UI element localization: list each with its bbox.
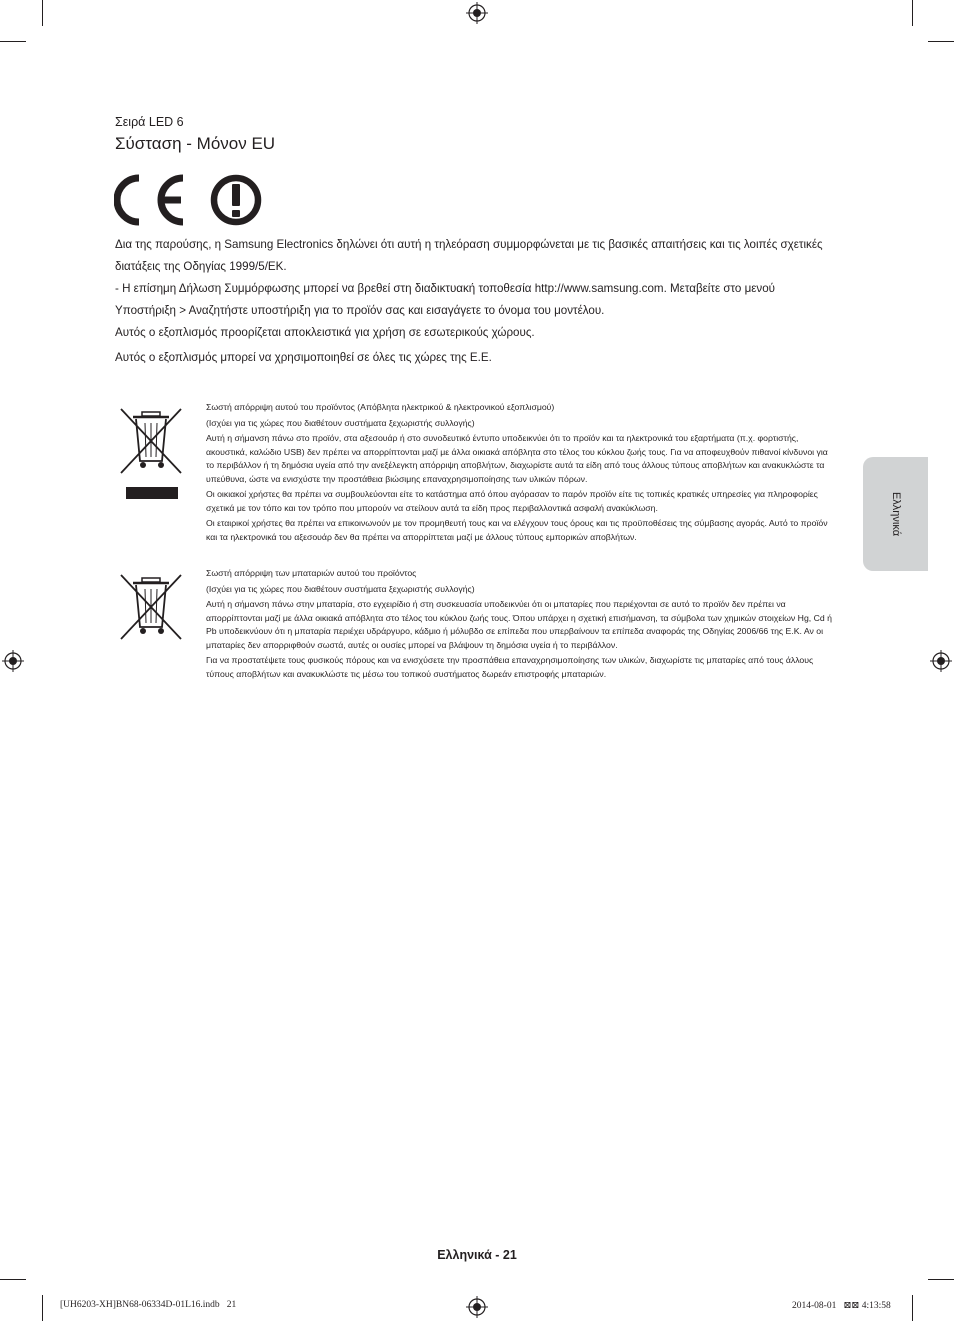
eu-use-paragraph: Αυτός ο εξοπλισμός μπορεί να χρησιμοποιηθεί σε όλες τις χώρες της Ε.Ε. bbox=[115, 351, 492, 364]
battery-text-2: Για να προστατέψετε τους φυσικούς πόρους και να ενισχύσετε την προσπάθεια επαναχρησιμοποίησης των υλικών, διαχωρίστε τις μπαταρίες από τους άλλους τύπους αποβλήτων και ανακυκλώστε τις μέσω του τοπικού συστήματος δωρεάν επιστροφής μπαταριών. bbox=[206, 655, 814, 679]
crop-mark-top-right-h bbox=[928, 41, 954, 42]
language-side-tab bbox=[863, 457, 928, 571]
crop-mark-top-left bbox=[42, 0, 43, 26]
page-number: Ελληνικά - 21 bbox=[437, 1248, 517, 1262]
weee-heading: Σωστή απόρριψη αυτού του προϊόντος (Απόβλητα ηλεκτρικού & ηλεκτρονικού εξοπλισμού) bbox=[206, 402, 555, 412]
battery-text-1: Αυτή η σήμανση πάνω στην μπαταρία, στο εγχειρίδιο ή στη συσκευασία υποδεικνύει ότι οι μπαταρίες που περιέχονται σε αυτό το προϊόν δεν πρέπει να απορρίπτονται μαζί με άλλα οικιακά απόβλητα στο τέλος του κύκλου ζωής τους. Όπου υπάρχει η σχετική επισήμανση, τα σύμβολα των χημικών στοιχείων Hg, Cd ή Pb υποδεικνύουν ότι η μπαταρία περιέχει υδράργυρο, κάδμιο ή μόλυβδο σε επίπεδα που υπερβαίνουν τα επίπεδα αναφοράς της Οδηγίας 2006/66 της Ε.Κ. Αν οι μπαταρίες δεν απορριφθούν σωστά, αυτές οι ουσίες μπορεί να βλάψουν τη δημόσια υγεία ή το περιβάλλον. bbox=[206, 599, 832, 650]
registration-mark-icon bbox=[930, 650, 952, 672]
indoor-use-paragraph: Αυτός ο εξοπλισμός προορίζεται αποκλειστικά για χρήση σε εσωτερικούς χώρους. bbox=[115, 326, 535, 339]
crop-mark-bottom-left-h bbox=[0, 1279, 26, 1280]
crossed-bin-icon bbox=[117, 405, 185, 477]
print-timestamp: 2014-08-01 ⊠⊠ 4:13:58 bbox=[792, 1301, 891, 1311]
weee-section bbox=[206, 401, 836, 546]
ce-mark-icon bbox=[114, 174, 188, 226]
declaration-paragraph: Δια της παρούσης, η Samsung Electronics δηλώνει ότι αυτή η τηλεόραση συμμορφώνεται με τις βασικές απαιτήσεις και τις λοιπές σχετικές διατάξεις της Οδηγίας 1999/5/EK. bbox=[115, 238, 823, 273]
battery-section bbox=[206, 567, 836, 683]
registration-mark-icon bbox=[466, 1296, 488, 1318]
weee-subheading: (Ισχύει για τις χώρες που διαθέτουν συστήματα ξεχωριστής συλλογής) bbox=[206, 417, 475, 428]
page-title: Σύσταση - Μόνον EU bbox=[115, 134, 276, 153]
weee-text-1: Αυτή η σήμανση πάνω στο προϊόν, στα αξεσουάρ ή στο συνοδευτικό έντυπο υποδεικνύει ότι το προϊόν και τα ηλεκτρονικά του εξαρτήματα (π.χ. φορτιστής, ακουστικά, καλώδιο USB) δεν πρέπει να απορρίπτονται μαζί με άλλα οικιακά απόβλητα στο τέλος του κύκλου ζωής τους. Για να αποφευχθούν πιθανοί κίνδυνοι για το περιβάλλον ή τη δημόσια υγεία από την ανεξέλεγκτη απόρριψη αποβλήτων, διαχωρίστε αυτά τα είδη από τους άλλους τύπους αποβλήτων και ανακυκλώστε τα υπεύθυνα, ώστε να ενισχύστε την προστάθεια βιώσιμης επαναχρησιμοποίησης των υλικών πόρων. bbox=[206, 433, 828, 484]
weee-text-2: Οι οικιακοί χρήστες θα πρέπει να συμβουλεύονται είτε το κατάστημα από όπου αγόρασαν το παρόν προϊόν είτε τις τοπικές κρατικές υπηρεσίες για πληροφορίες σχετικά με τον τόπο και τον τρόπο που μπορούν να στείλουν αυτά τα είδη προς περιβαλλοντικά ασφαλή ανακύκλωση. bbox=[206, 489, 818, 513]
weee-text-3: Οι εταιρικοί χρήστες θα πρέπει να επικοινωνούν με τον προμηθευτή τους και να ελέγχουν τους όρους και τις προϋποθέσεις της σύμβασης αγοράς. Αυτό το προϊόν και τα ηλεκτρονικά του αξεσουάρ δεν θα πρέπει να απορρίπτεται μαζί με άλλους τύπους εμπορικών αποβλήτων. bbox=[206, 517, 828, 542]
crop-mark-top-right bbox=[912, 0, 913, 26]
alert-mark-icon bbox=[209, 174, 263, 226]
bin-underline-bar bbox=[126, 487, 178, 499]
crossed-bin-icon bbox=[117, 571, 185, 643]
crop-mark-bottom-right bbox=[912, 1295, 913, 1321]
registration-mark-icon bbox=[466, 2, 488, 24]
battery-heading: Σωστή απόρριψη των μπαταριών αυτού του προϊόντος bbox=[206, 568, 417, 578]
crop-mark-top-left-h bbox=[0, 41, 26, 42]
crop-mark-bottom-right-h bbox=[928, 1279, 954, 1280]
file-info: [UH6203-XH]BN68-06334D-01L16.indb 21 bbox=[60, 1300, 237, 1310]
crop-mark-bottom-left bbox=[42, 1295, 43, 1321]
battery-subheading: (Ισχύει για τις χώρες που διαθέτουν συστήματα ξεχωριστής συλλογής) bbox=[206, 583, 475, 594]
registration-mark-icon bbox=[2, 650, 24, 672]
doc-link-paragraph: - Η επίσημη Δήλωση Συμμόρφωσης μπορεί να βρεθεί στη διαδικτυακή τοποθεσία http://www.samsung.com. Μεταβείτε στο μενού Υποστήριξη > Αναζητήστε υποστήριξη για το προϊόν σας και εισαγάγετε το όνομα του μοντέλου. bbox=[115, 282, 776, 317]
series-label: Σειρά LED 6 bbox=[115, 115, 184, 129]
language-tab-label: Ελληνικά bbox=[889, 491, 902, 537]
